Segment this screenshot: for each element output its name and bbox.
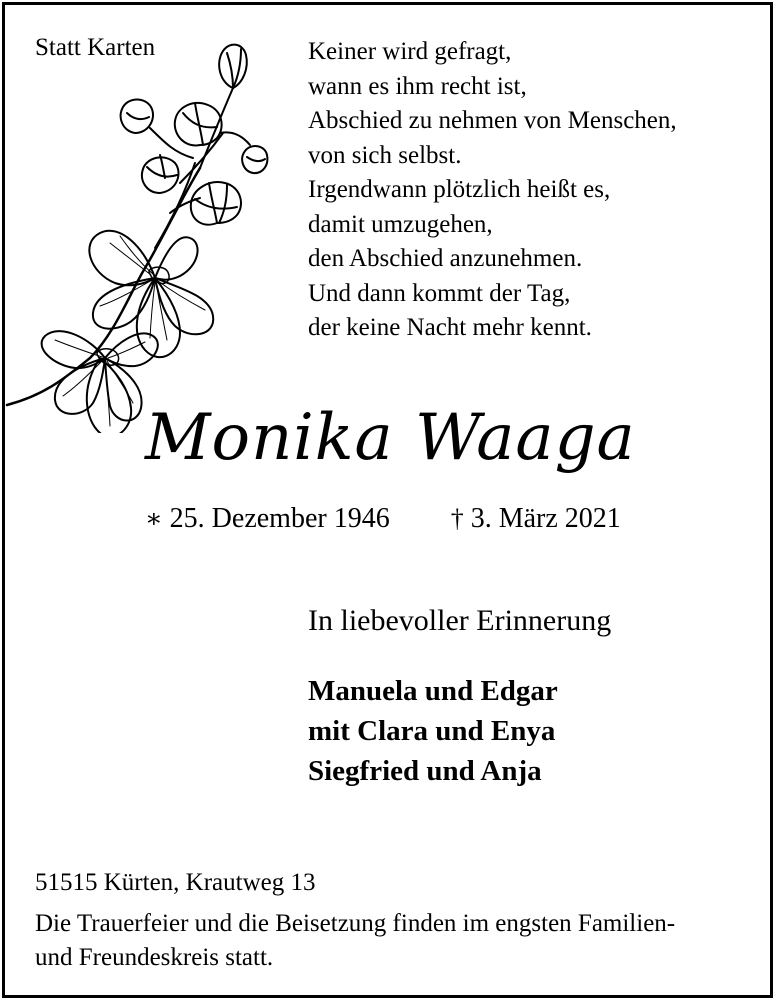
mourners-list: [308, 671, 558, 791]
funeral-notice: [35, 907, 755, 975]
memory-heading: In liebevoller Erinnerung: [308, 604, 612, 637]
death-date: 3. März 2021: [470, 503, 621, 534]
poem-line: damit umzugehen,: [308, 210, 493, 238]
poem-line: Irgendwann plötzlich heißt es,: [308, 176, 611, 203]
birth-date: 25. Dezember 1946: [169, 503, 390, 534]
poem-line: wann es ihm recht ist,: [308, 72, 527, 100]
deceased-name: Monika Waaga: [145, 401, 636, 475]
mourner-line: Manuela und Edgar: [308, 675, 558, 707]
mourner-line: Siegfried und Anja: [308, 755, 542, 787]
address: 51515 Kürten, Krautweg 13: [35, 869, 316, 896]
statt-karten-label: Statt Karten: [35, 34, 156, 61]
notice-line: Die Trauerfeier und die Beisetzung finden im engsten Familien-: [35, 910, 676, 937]
poem-line: Keiner wird gefragt,: [308, 38, 512, 65]
obituary-card: [2, 2, 773, 998]
poem-line: den Abschied anzunehmen.: [308, 245, 583, 272]
mourner-line: mit Clara und Enya: [308, 715, 556, 747]
life-dates: [145, 501, 621, 537]
poem-line: der keine Nacht mehr kennt.: [308, 314, 592, 341]
poem-line: Und dann kommt der Tag,: [308, 279, 571, 307]
poem-line: von sich selbst.: [308, 141, 462, 169]
poem: [308, 35, 677, 346]
death-cross-icon: †: [450, 504, 464, 533]
poem-line: Abschied zu nehmen von Menschen,: [308, 107, 677, 134]
birth-star-icon: ∗: [145, 504, 163, 533]
notice-line: und Freundeskreis statt.: [35, 944, 274, 971]
orchid-icon: [5, 33, 285, 433]
